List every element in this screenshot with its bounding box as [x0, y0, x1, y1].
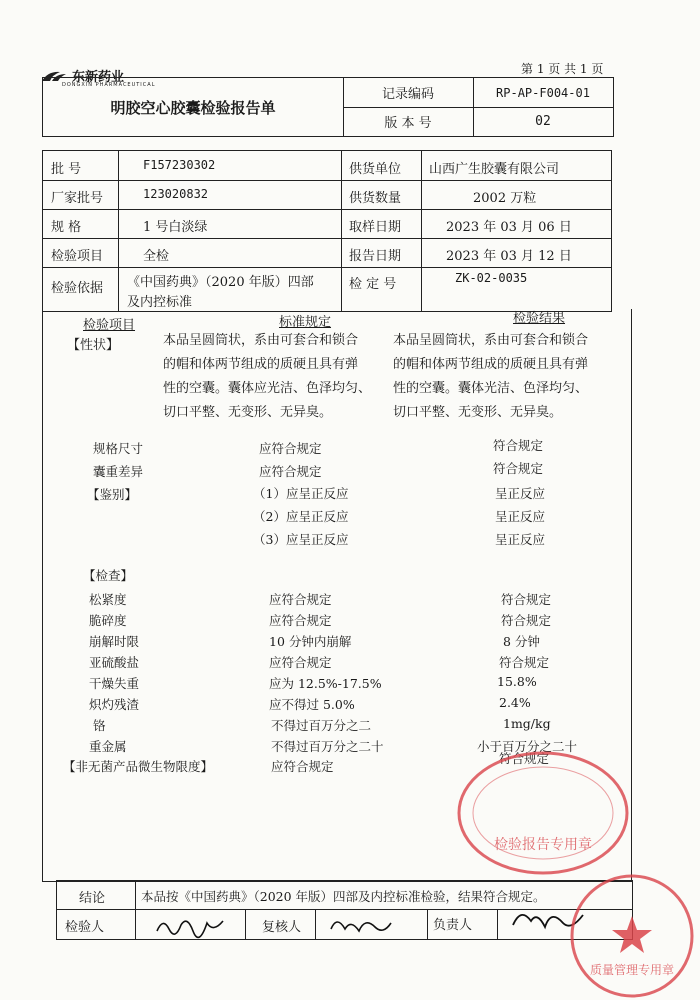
spec-value: 1 号白淡绿	[143, 220, 208, 235]
check-item-standard: 应不得过 5.0%	[269, 697, 355, 712]
check-item-label: 亚硫酸盐	[89, 655, 140, 670]
ident-result: 呈正反应	[495, 509, 546, 524]
check-item-result: 1mg/kg	[503, 716, 551, 731]
appearance-res-line: 性的空囊。囊体光洁、色泽均匀、	[393, 381, 589, 396]
ident-result: 呈正反应	[495, 486, 546, 501]
supplier-value: 山西广生胶囊有限公司	[429, 162, 560, 177]
conclusion-label: 结论	[79, 891, 106, 906]
size-result: 符合规定	[493, 438, 544, 453]
mfr-batch-label: 厂家批号	[51, 191, 104, 206]
check-item-standard: 应为 12.5%-17.5%	[269, 676, 382, 691]
ident-label: 【鉴别】	[87, 487, 138, 502]
record-code-label: 记录编码	[381, 87, 434, 102]
results-section	[42, 309, 632, 882]
appearance-std-line: 本品呈圆筒状，系由可套合和锁合	[163, 333, 359, 348]
conclusion-value: 本品按《中国药典》（2020 年版）四部及内控标准检验，结果符合规定。	[141, 889, 546, 904]
report-date-value: 2023 年 03 月 12 日	[446, 249, 572, 264]
check-item-label: 脆碎度	[89, 613, 127, 628]
company-stamp-text: 质量管理专用章	[589, 963, 675, 977]
check-item-result: 符合规定	[499, 655, 550, 670]
qc-stamp-text: 检验报告专用章	[494, 837, 592, 853]
report-title: 明胶空心胶囊检验报告单	[43, 78, 344, 136]
logo-subtitle: DONGXIN PHARMACEUTICAL	[62, 82, 156, 88]
qc-stamp	[453, 749, 633, 881]
page-info: 第 1 页 共 1 页	[521, 62, 604, 76]
ident-standard: （3）应呈正反应	[253, 532, 349, 547]
appearance-result	[393, 329, 628, 425]
micro-standard: 应符合规定	[271, 759, 334, 774]
appearance-std-line: 性的空囊。囊体应光洁、色泽均匀、	[163, 381, 372, 396]
check-item-label: 松紧度	[89, 592, 127, 607]
responsible-label: 负责人	[433, 918, 473, 933]
logo-text: 东新药业	[72, 70, 125, 85]
appearance-res-line: 本品呈圆筒状，系由可套合和锁合	[393, 333, 589, 348]
star-icon	[612, 916, 652, 953]
ident-result: 呈正反应	[495, 532, 546, 547]
batch-label: 批 号	[51, 162, 82, 177]
version-label: 版 本 号	[384, 116, 432, 131]
check-item-label: 崩解时限	[89, 634, 140, 649]
check-item-label: 炽灼残渣	[89, 697, 140, 712]
check-label: 【检查】	[83, 568, 134, 583]
reviewer-signature	[325, 911, 405, 939]
mfr-batch-value: 123020832	[143, 187, 209, 201]
appearance-std-line: 切口平整、无变形、无异臭。	[163, 405, 333, 420]
basis-value-line1: 《中国药典》（2020 年版）四部	[127, 275, 314, 290]
inspector-label: 检验人	[65, 920, 105, 935]
appearance-std-line: 的帽和体两节组成的质硬且具有弹	[163, 357, 359, 372]
info-table	[42, 150, 612, 312]
micro-result: 符合规定	[499, 751, 550, 766]
check-item-result: 符合规定	[501, 613, 552, 628]
appearance-res-line: 切口平整、无变形、无异臭。	[393, 405, 563, 420]
check-item-standard: 10 分钟内崩解	[269, 634, 352, 649]
col-result-header: 检验结果	[513, 311, 566, 326]
check-item-standard: 不得过百万分之二十	[271, 739, 384, 754]
report-date-label: 报告日期	[349, 249, 402, 264]
cert-value: ZK-02-0035	[455, 271, 528, 285]
check-item-result: 符合规定	[501, 592, 552, 607]
ident-standard: （1）应呈正反应	[253, 486, 349, 501]
sample-date-label: 取样日期	[349, 220, 402, 235]
check-item-standard: 应符合规定	[269, 655, 332, 670]
version-value: 02	[535, 114, 551, 129]
header-table	[42, 77, 614, 137]
size-standard: 应符合规定	[259, 441, 322, 456]
check-item-label: 重金属	[89, 739, 127, 754]
check-item-label: 铬	[93, 718, 106, 733]
check-item-standard: 不得过百万分之二	[271, 718, 372, 733]
test-item-value: 全检	[143, 249, 170, 264]
appearance-res-line: 的帽和体两节组成的质硬且具有弹	[393, 357, 589, 372]
weight-standard: 应符合规定	[259, 464, 322, 479]
basis-value-line2: 及内控标准	[127, 295, 193, 310]
quantity-label: 供货数量	[349, 191, 402, 206]
weight-result: 符合规定	[493, 461, 544, 476]
col-standard-header: 标准规定	[279, 315, 332, 330]
check-item-standard: 应符合规定	[269, 613, 332, 628]
check-item-standard: 应符合规定	[269, 592, 332, 607]
sample-date-value: 2023 年 03 月 06 日	[446, 220, 572, 235]
reviewer-label: 复核人	[262, 920, 302, 935]
spec-label: 规 格	[51, 220, 82, 235]
record-code-value: RP-AP-F004-01	[496, 85, 590, 100]
check-item-result: 15.8%	[497, 674, 537, 689]
company-stamp	[560, 870, 698, 1000]
footer-table	[56, 880, 633, 940]
check-item-result: 2.4%	[499, 695, 531, 710]
cert-label: 检 定 号	[349, 277, 397, 292]
inspector-signature	[153, 911, 233, 939]
check-item-result: 8 分钟	[503, 634, 540, 649]
size-label: 规格尺寸	[93, 441, 144, 456]
weight-label: 囊重差异	[93, 464, 144, 479]
check-item-result: 小于百万分之二十	[477, 739, 578, 754]
appearance-standard	[163, 329, 393, 425]
appearance-label: 【性状】	[67, 338, 120, 353]
quantity-value: 2002 万粒	[473, 191, 537, 206]
check-item-label: 干燥失重	[89, 676, 140, 691]
batch-value: F157230302	[143, 158, 216, 172]
test-item-label: 检验项目	[51, 249, 104, 264]
ident-standard: （2）应呈正反应	[253, 509, 349, 524]
basis-label: 检验依据	[51, 281, 104, 296]
micro-label: 【非无菌产品微生物限度】	[63, 759, 214, 774]
supplier-label: 供货单位	[349, 162, 402, 177]
col-item-header: 检验项目	[83, 318, 136, 333]
